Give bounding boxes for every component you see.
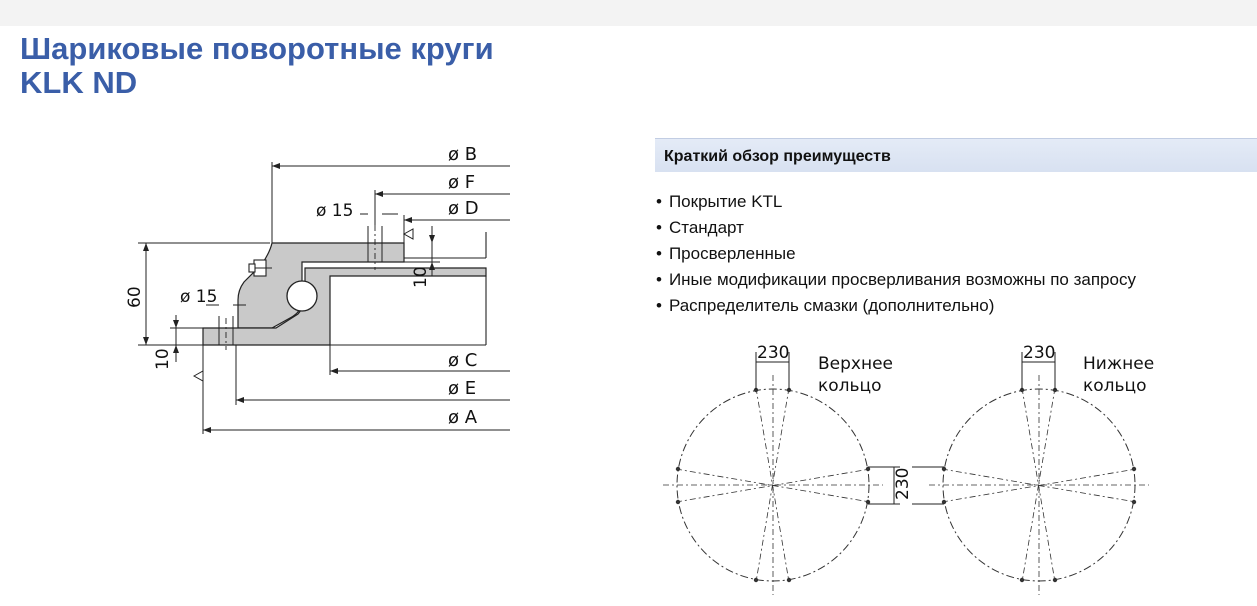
upper-label-line1: Верхнее: [818, 354, 894, 374]
upper-dim-side: 230: [893, 467, 913, 500]
advantages-heading: Краткий обзор преимуществ: [664, 148, 891, 165]
advantage-item: • Стандарт: [656, 215, 1136, 241]
height-total-label: 60: [125, 286, 145, 308]
lower-dim-top: 230: [1023, 343, 1056, 363]
lower-ring-circle: [943, 389, 1135, 581]
hole-top-label: ø 15: [316, 201, 354, 221]
advantage-item: • Иные модификации просверливания возможны по запросу: [656, 267, 1136, 293]
advantage-item: • Покрытие KTL: [656, 189, 1136, 215]
lower-ring-holes: [942, 388, 1136, 582]
hole-bottom-label: ø 15: [180, 287, 218, 307]
dim-e-label: ø E: [448, 378, 477, 399]
upper-ring-holes: [676, 388, 870, 582]
dim-d-label: ø D: [448, 198, 479, 219]
dim-f-label: ø F: [448, 172, 476, 193]
page-title-line2: KLK ND: [20, 65, 138, 100]
pattern-lower-ring: [912, 352, 1149, 595]
height-top-flange-label: 10: [411, 266, 431, 288]
page-title-line1: Шариковые поворотные круги: [20, 31, 494, 66]
pattern-upper-ring: [663, 352, 900, 595]
advantages-header: [655, 138, 1257, 172]
lower-label-line1: Нижнее: [1083, 354, 1155, 374]
advantages-list: [656, 189, 1136, 319]
upper-label-line2: кольцо: [818, 376, 882, 396]
lower-label-line2: кольцо: [1083, 376, 1147, 396]
advantage-item: • Просверленные: [656, 241, 1136, 267]
dim-c-label: ø C: [448, 350, 478, 371]
height-bottom-flange-label: 10: [153, 348, 173, 370]
cross-section-drawing: [0, 0, 560, 450]
dim-a-label: ø A: [448, 407, 478, 428]
dim-b-label: ø B: [448, 144, 478, 165]
advantage-item: • Распределитель смазки (дополнительно): [656, 293, 1136, 319]
upper-dim-top: 230: [757, 343, 790, 363]
upper-ring-circle: [677, 389, 869, 581]
ball-element: [287, 281, 317, 311]
